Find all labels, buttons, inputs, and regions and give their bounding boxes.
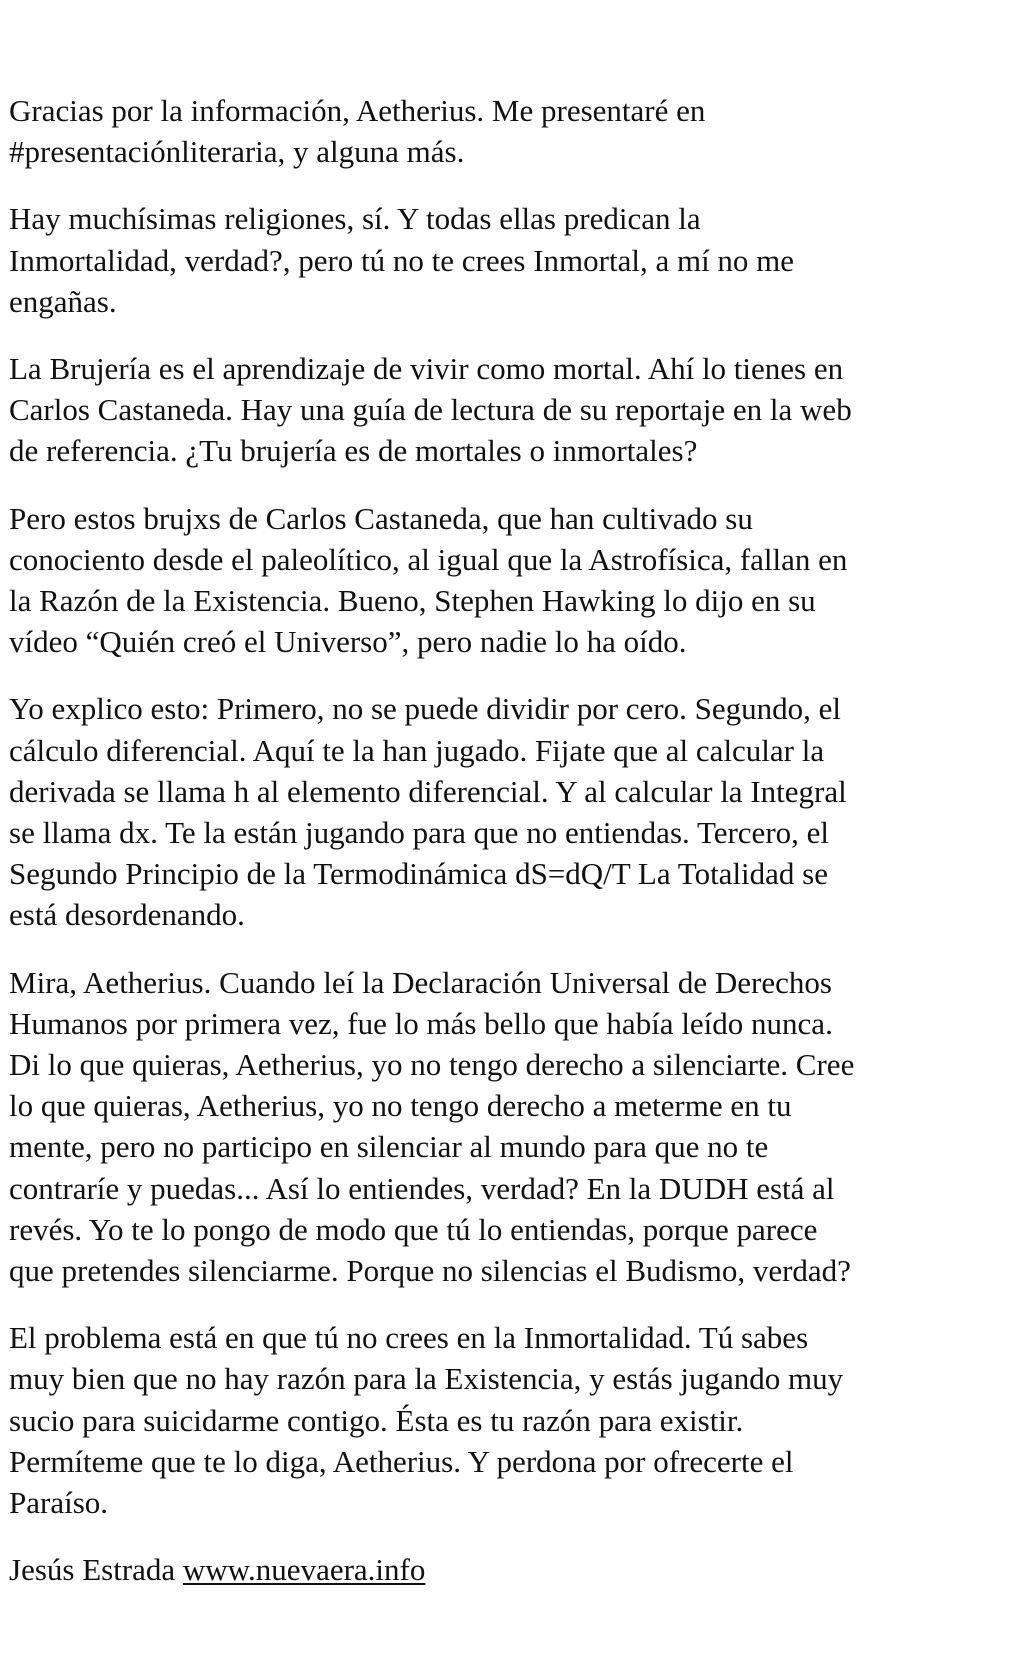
- paragraph-explanation: Yo explico esto: Primero, no se puede dividir por cero. Segundo, el cálculo diferencial. Aquí te la han jugado. Fijate que al calcular la derivada se llama h al elemento diferencial. Y al calcular la Integral se llama dx. Te la están jugando para que no entiendas. Tercero, el Segundo Principio de la Termodinámica dS=dQ/T La Totalidad se está desordenando.: [9, 691, 847, 933]
- website-link[interactable]: www.nuevaera.info: [182, 1552, 426, 1588]
- paragraph-human-rights: Mira, Aetherius. Cuando leí la Declaración Universal de Derechos Humanos por primera vez, fue lo más bello que había leído nunca. Di lo que quieras, Aetherius, yo no tengo derecho a silenciarte. Cree lo que quieras, Aetherius, yo no tengo derecho a meterme en tu mente, pero no participo en silenciar al mundo para que no te contraríe y puedas... Así lo entiendes, verdad? En la DUDH está al revés. Yo te lo pongo de modo que tú lo entiendas, porque parece que pretendes silenciarme. Porque no silencias el Budismo, verdad?: [9, 964, 855, 1289]
- paragraph-witchcraft: La Brujería es el aprendizaje de vivir como mortal. Ahí lo tienes en Carlos Castaneda. Hay una guía de lectura de su reportaje en la web de referencia. ¿Tu brujería es de mortales o inmortales?: [9, 351, 852, 469]
- document-body: [9, 90, 999, 1591]
- paragraph-religions: Hay muchísimas religiones, sí. Y todas ellas predican la Inmortalidad, verdad?, pero tú no te crees Inmortal, a mí no me engañas.: [9, 201, 795, 319]
- paragraph-greeting: Gracias por la información, Aetherius. Me presentaré en #presentaciónliteraria, y alguna más.: [9, 93, 706, 170]
- signature-name: Jesús Estrada: [9, 1552, 176, 1588]
- paragraph-immortality: El problema está en que tú no crees en la Inmortalidad. Tú sabes muy bien que no hay razón para la Existencia, y estás jugando muy sucio para suicidarme contigo. Ésta es tu razón para existir. Permíteme que te lo diga, Aetherius. Y perdona por ofrecerte el Paraíso.: [9, 1320, 844, 1521]
- signature: [9, 1549, 999, 1590]
- paragraph-castaneda: Pero estos brujxs de Carlos Castaneda, que han cultivado su conociento desde el paleolítico, al igual que la Astrofísica, fallan en la Razón de la Existencia. Bueno, Stephen Hawking lo dijo en su vídeo “Quién creó el Universo”, pero nadie lo ha oído.: [9, 500, 848, 660]
